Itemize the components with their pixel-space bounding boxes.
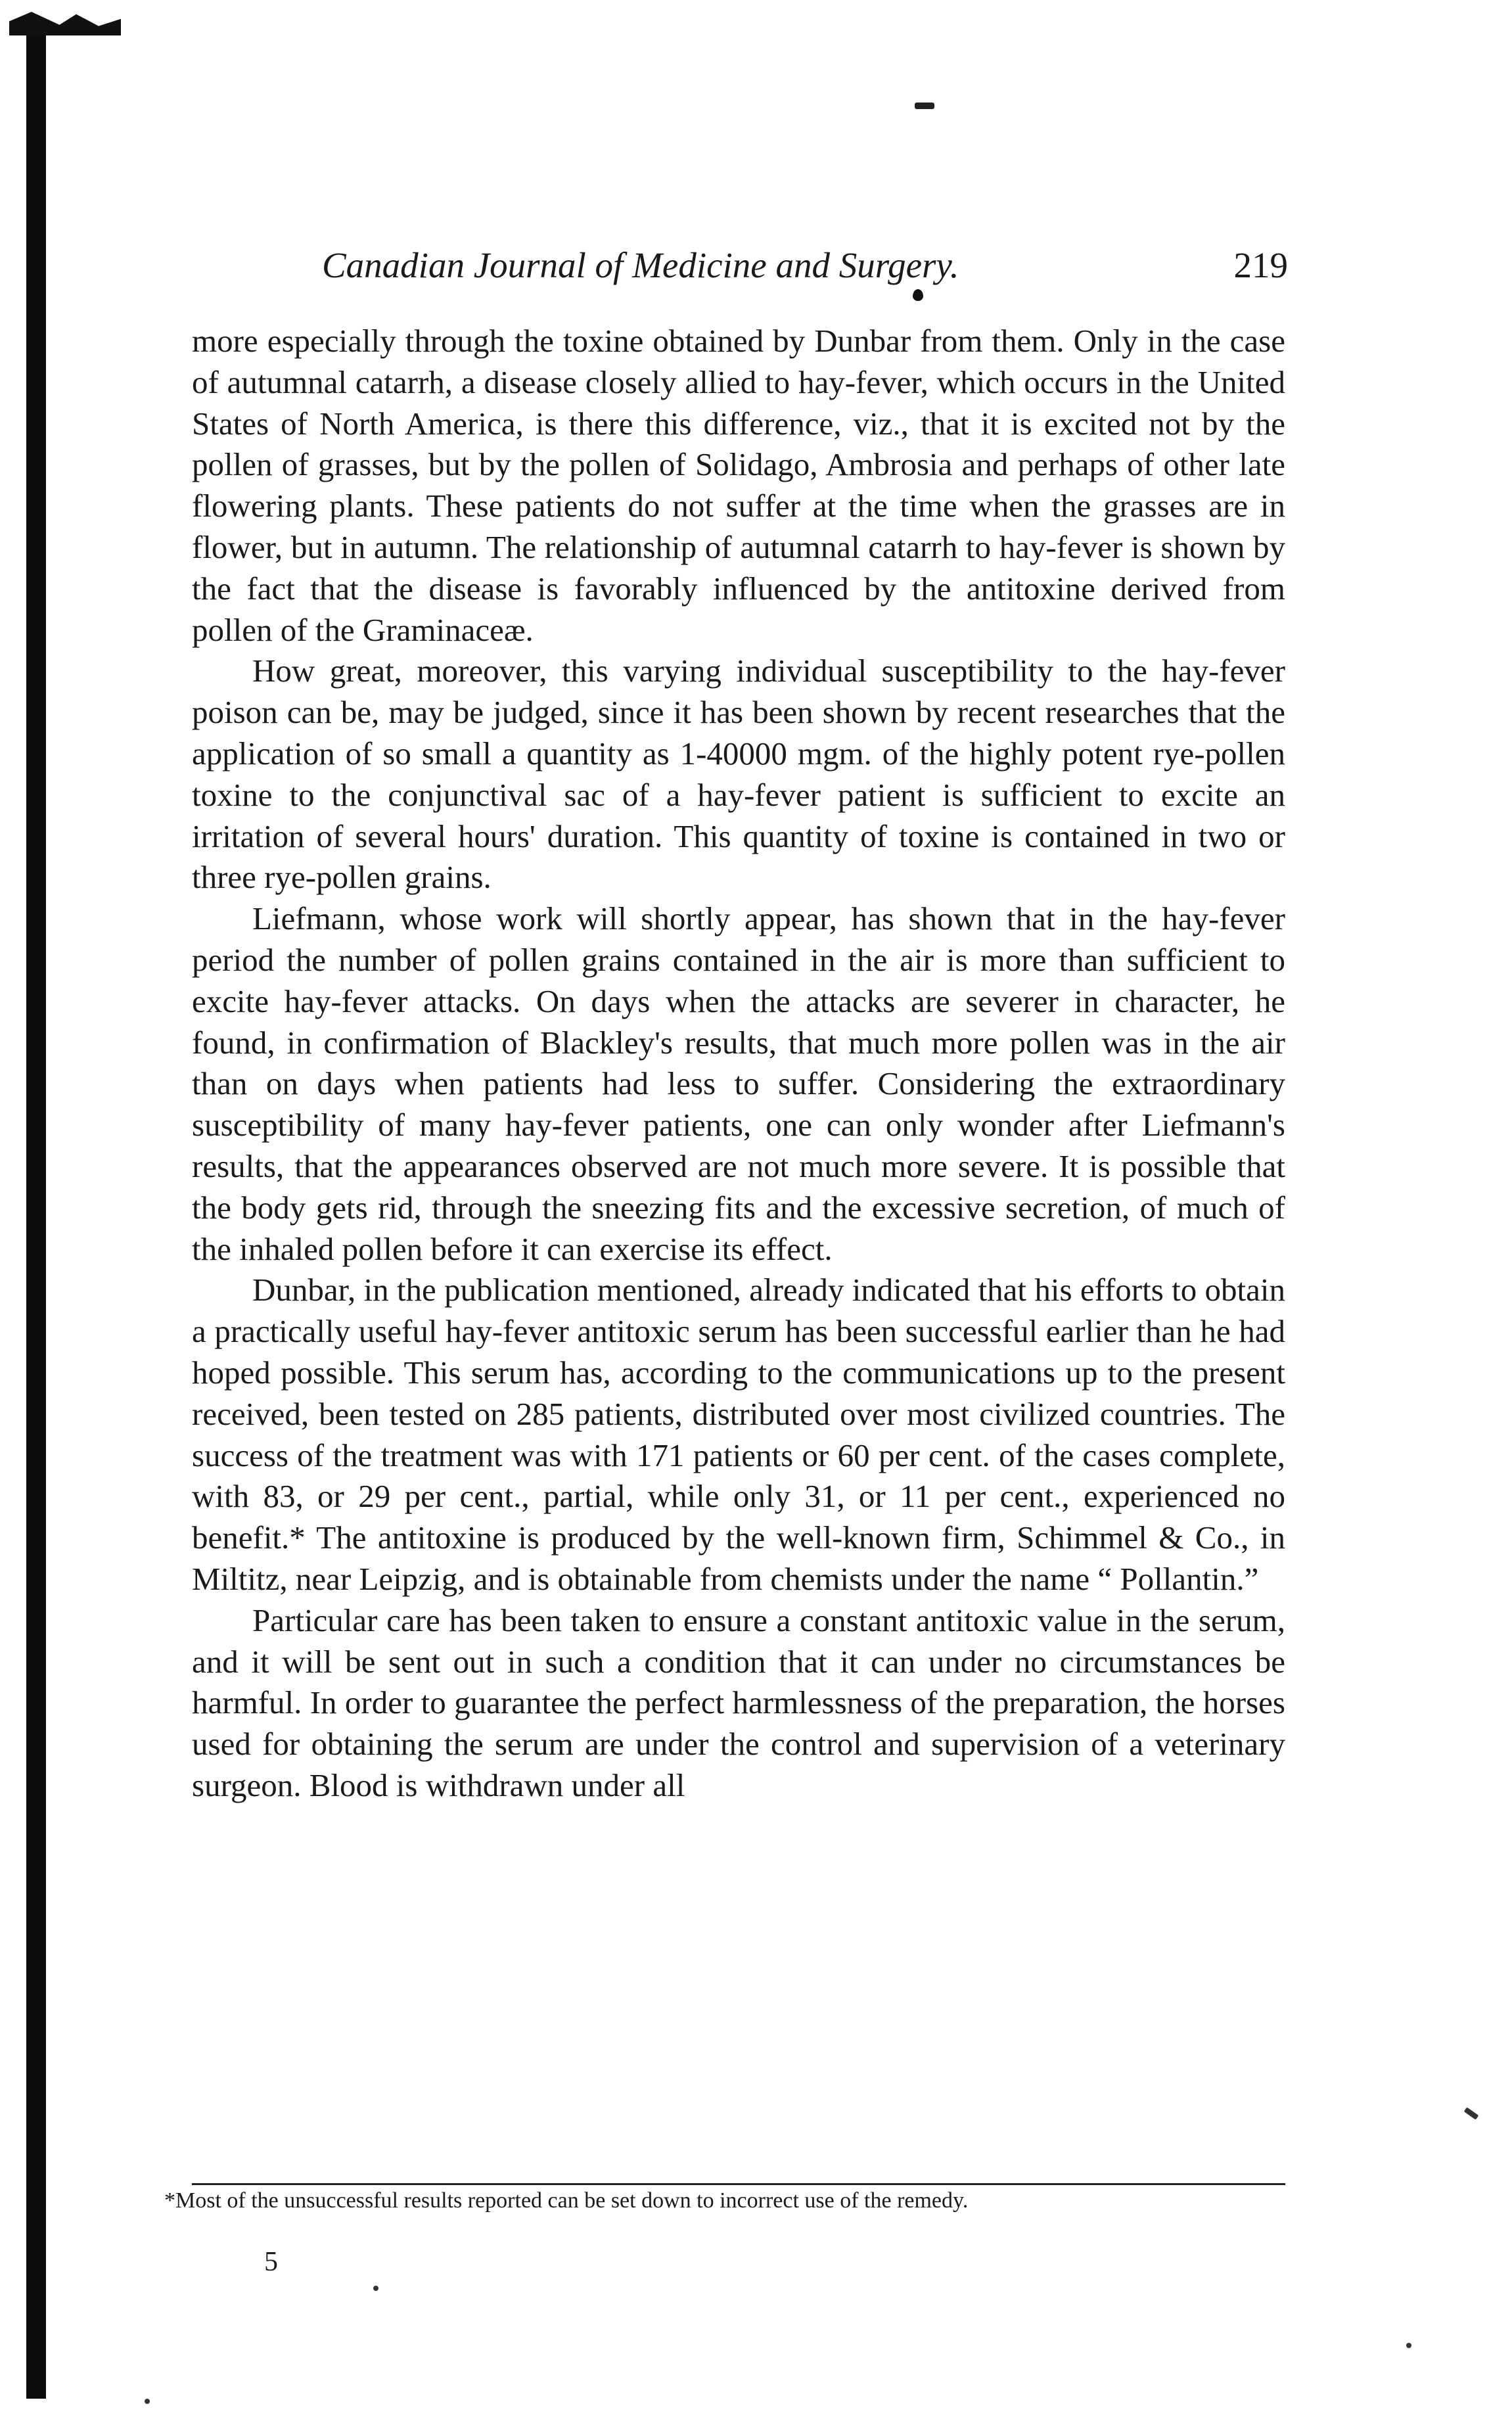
paragraph: Particular care has been taken to ensure a constant antitoxic value in the serum, and it will be sent out in such a condition that it can under no circumstances be harmful. In order to guarantee the perfect harmlessness of the preparation, the horses used for obtaining the serum are under the control and supervision of a veterinary surgeon. Blood is withdrawn under all <box>192 1602 1285 1803</box>
page-number: 219 <box>1233 245 1288 285</box>
header-ornament <box>913 289 923 301</box>
signature-mark: 5 <box>264 2247 278 2277</box>
paragraph: How great, moreover, this varying individual susceptibility to the hay-fever poison can be, may be judged, since it has been shown by recent researches that the application of so small a quantity as 1-40000 mgm. of the highly potent rye-pollen toxine to the conjunctival sac of a hay-fever patient is sufficient to excite an irritation of several hours' duration. This quantity of toxine is contained in two or three rye-pollen grains. <box>192 653 1285 896</box>
article-body <box>192 321 1285 1807</box>
paragraph: more especially through the toxine obtained by Dunbar from them. Only in the case of autumnal catarrh, a disease closely allied to hay-fever, which occurs in the United States of North America, is there this difference, viz., that it is excited not by the pollen of grasses, but by the pollen of Solidago, Ambrosia and perhaps of other late flowering plants. These patients do not suffer at the time when the grasses are in flower, but in autumn. The relationship of autumnal catarrh to hay-fever is shown by the fact that the disease is favorably influenced by the antitoxine derived from pollen of the Graminaceæ. <box>192 323 1285 648</box>
scan-edge-shadow <box>26 20 46 2399</box>
speck <box>1406 2343 1411 2348</box>
running-header <box>322 244 1288 290</box>
paragraph: Liefmann, whose work will shortly appear, has shown that in the hay-fever period the number of pollen grains contained in the air is more than sufficient to excite hay-fever attacks. On days when the attacks are severer in character, he found, in confirmation of Blackley's results, that much more pollen was in the air than on days when patients had less to suffer. Considering the extraordinary susceptibility of many hay-fever patients, one can only wonder after Liefmann's results, that the appearances observed are not much more severe. It is possible that the body gets rid, through the sneezing fits and the excessive secretion, of much of the inhaled pollen before it can exercise its effect. <box>192 900 1285 1267</box>
page-mark <box>915 103 934 109</box>
paragraph: Dunbar, in the publication mentioned, already indicated that his efforts to obtain a practically useful hay-fever antitoxic serum has been successful earlier than he had hoped possible. This serum has, according to the communications up to the present received, been tested on 285 patients, distributed over most civilized countries. The success of the treatment was with 171 patients or 60 per cent. of the cases complete, with 83, or 29 per cent., partial, while only 31, or 11 per cent., experienced no benefit.* The antitoxine is produced by the well-known firm, Schimmel & Co., in Miltitz, near Leipzig, and is obtainable from chemists under the name “ Pollantin.” <box>192 1272 1285 1597</box>
footnote: *Most of the unsuccessful results reported can be set down to incorrect use of the remedy. <box>164 2188 969 2213</box>
scan-edge-artifact <box>9 12 121 35</box>
speck <box>145 2399 150 2404</box>
speck <box>373 2286 378 2291</box>
footnote-rule <box>192 2183 1285 2185</box>
journal-title: Canadian Journal of Medicine and Surgery. <box>322 245 959 285</box>
margin-mark <box>1464 2107 1479 2119</box>
